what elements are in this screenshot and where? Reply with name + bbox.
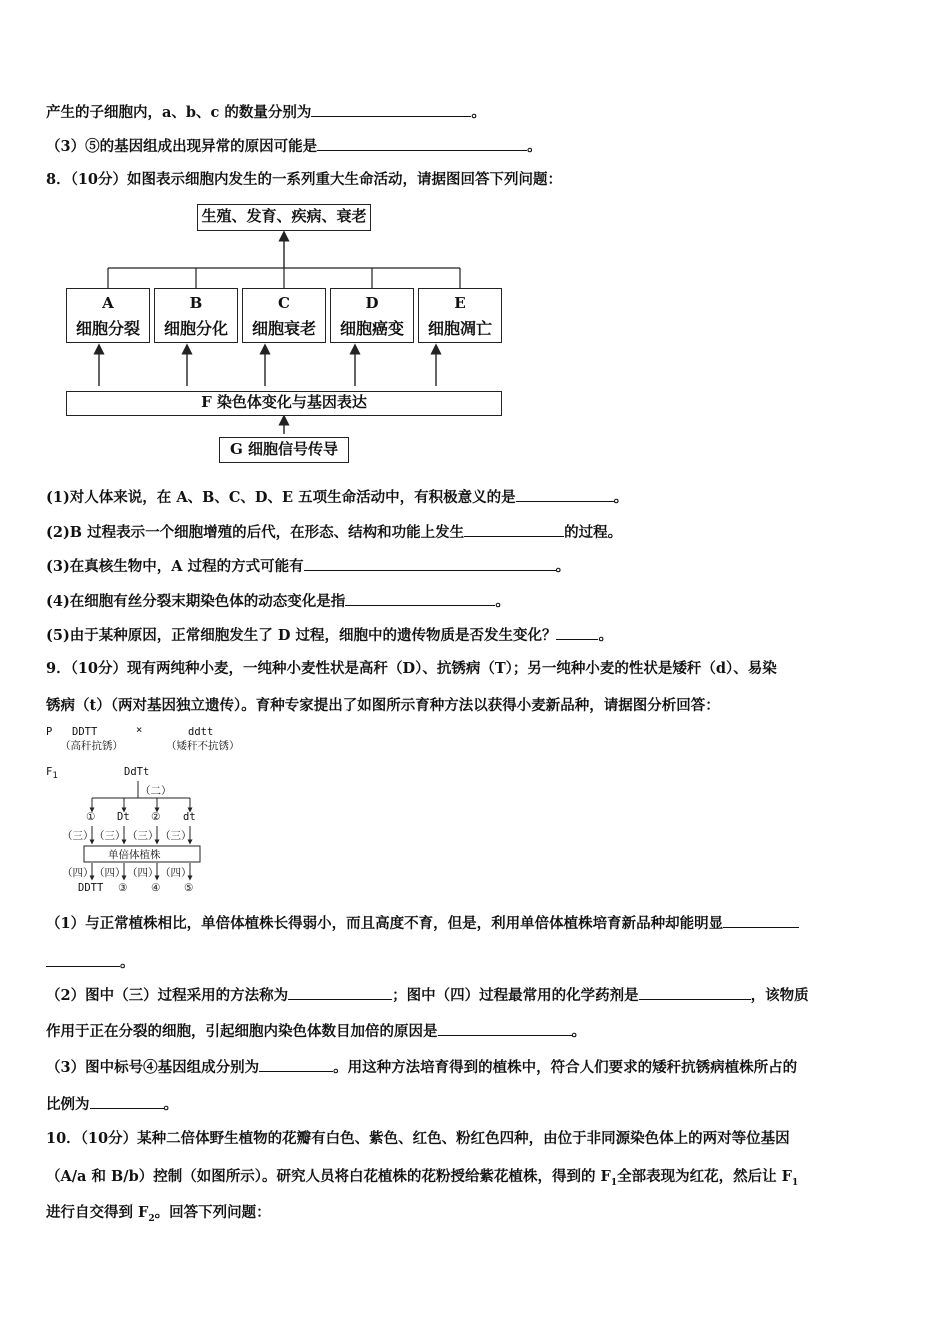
f1-label: F1	[46, 766, 58, 782]
result-4: ④	[151, 882, 161, 894]
q9-sub2-line1: （2）图中（三）过程采用的方法称为 ；图中（四）过程最常用的化学药剂是 ，该物质	[46, 987, 809, 1004]
step-four-label: （四）	[160, 867, 192, 879]
q9-sub2-line2: 作用于正在分裂的细胞，引起细胞内染色体数目加倍的原因是 。	[46, 1023, 586, 1040]
parent1-trait: （高秆抗锈）	[60, 740, 123, 752]
answer-blank[interactable]	[259, 1057, 333, 1072]
q8-sub5: (5)由于某种原因，正常细胞发生了 D 过程，细胞中的遗传物质是否发生变化？ 。	[46, 627, 613, 644]
q8-sub2: (2)B 过程表示一个细胞增殖的后代，在形态、结构和功能上发生 的过程。	[46, 524, 623, 541]
q7-line1: 产生的子细胞内，a、b、c 的数量分别为 。	[46, 104, 486, 121]
box-d-cell-canceration: D 细胞癌变	[330, 288, 414, 343]
gamete-dt-lower: dt	[183, 811, 196, 823]
answer-blank[interactable]	[639, 985, 751, 1000]
q9-sub1-line2: 。	[46, 952, 135, 973]
box-a-cell-division: A 细胞分裂	[66, 288, 150, 343]
answer-blank[interactable]	[288, 985, 392, 1000]
result-5: ⑤	[184, 882, 194, 894]
q10-line2: （A/a 和 B/b）控制（如图所示）。研究人员将白花植株的花粉授给紫花植株，得到的 $F_1$全部表现为红花，然后让 $F_1$	[46, 1168, 799, 1188]
result-ddtt: DDTT	[78, 882, 104, 894]
parent2-genotype: ddtt	[188, 726, 214, 738]
answer-blank[interactable]	[438, 1021, 572, 1036]
f1-genotype: DdTt	[124, 766, 150, 778]
step-four-label: （四）	[62, 867, 94, 879]
step-three-label: （三）	[94, 830, 126, 842]
step-three-label: （三）	[127, 830, 159, 842]
q8-sub1: (1)对人体来说，在 A、B、C、D、E 五项生命活动中，有积极意义的是 。	[46, 489, 629, 506]
step-four-label: （四）	[127, 867, 159, 879]
gamete-1: ①	[86, 811, 96, 823]
cross-symbol: ×	[136, 724, 143, 736]
box-f-chromosome-gene: F 染色体变化与基因表达	[66, 391, 502, 416]
box-c-cell-aging: C 细胞衰老	[242, 288, 326, 343]
q10-line1: 10．（10分）某种二倍体野生植物的花瓣有白色、紫色、红色、粉红色四种，由位于非同源染色体上的两对等位基因	[46, 1130, 790, 1147]
p-label: P	[46, 726, 53, 738]
q9-sub1-line1: （1）与正常植株相比，单倍体植株长得弱小，而且高度不育，但是，利用单倍体植株培育新品种却能明显	[46, 913, 799, 934]
answer-blank[interactable]	[46, 952, 120, 967]
box-b-cell-differentiation: B 细胞分化	[154, 288, 238, 343]
q8-sub3: (3)在真核生物中，A 过程的方式可能有 。	[46, 558, 571, 575]
answer-blank[interactable]	[723, 913, 799, 928]
q9-header-line1: 9．（10分）现有两纯种小麦，一纯种小麦性状是高秆（D）、抗锈病（T）；另一纯种小麦的性状是矮秆（d）、易染	[46, 660, 777, 677]
q9-sub3-line1: （3）图中标号④基因组成分别为 。用这种方法培育得到的植株中，符合人们要求的矮秆抗锈病植株所占的	[46, 1059, 798, 1076]
q8-sub4: (4)在细胞有丝分裂末期染色体的动态变化是指 。	[46, 593, 510, 610]
step-two-label: （二）	[140, 785, 172, 797]
box-g-signaling: G 细胞信号传导	[219, 437, 349, 463]
haploid-label: 单倍体植株	[108, 849, 161, 861]
q9-sub3-line2: 比例为 。	[46, 1096, 178, 1113]
parent1-genotype: DDTT	[72, 726, 98, 738]
q7-line2: （3）⑤的基因组成出现异常的原因可能是 。	[46, 138, 542, 155]
box-e-apoptosis: E 细胞凋亡	[418, 288, 502, 343]
answer-blank[interactable]	[90, 1094, 164, 1109]
result-3: ③	[118, 882, 128, 894]
q8-header: 8．（10分）如图表示细胞内发生的一系列重大生命活动，请据图回答下列问题：	[46, 171, 563, 188]
parent2-trait: （矮秆不抗锈）	[166, 740, 240, 752]
step-three-label: （三）	[62, 830, 94, 842]
outcome-box: 生殖、发育、疾病、衰老	[197, 204, 371, 231]
gamete-2: ②	[151, 811, 161, 823]
step-three-label: （三）	[160, 830, 192, 842]
gamete-dt-upper: Dt	[117, 811, 130, 823]
q9-header-line2: 锈病（t）（两对基因独立遗传）。育种专家提出了如图所示育种方法以获得小麦新品种，请据图分析回答：	[46, 697, 720, 714]
q10-line3: 进行自交得到 $F_2$。回答下列问题：	[46, 1204, 271, 1224]
step-four-label: （四）	[94, 867, 126, 879]
